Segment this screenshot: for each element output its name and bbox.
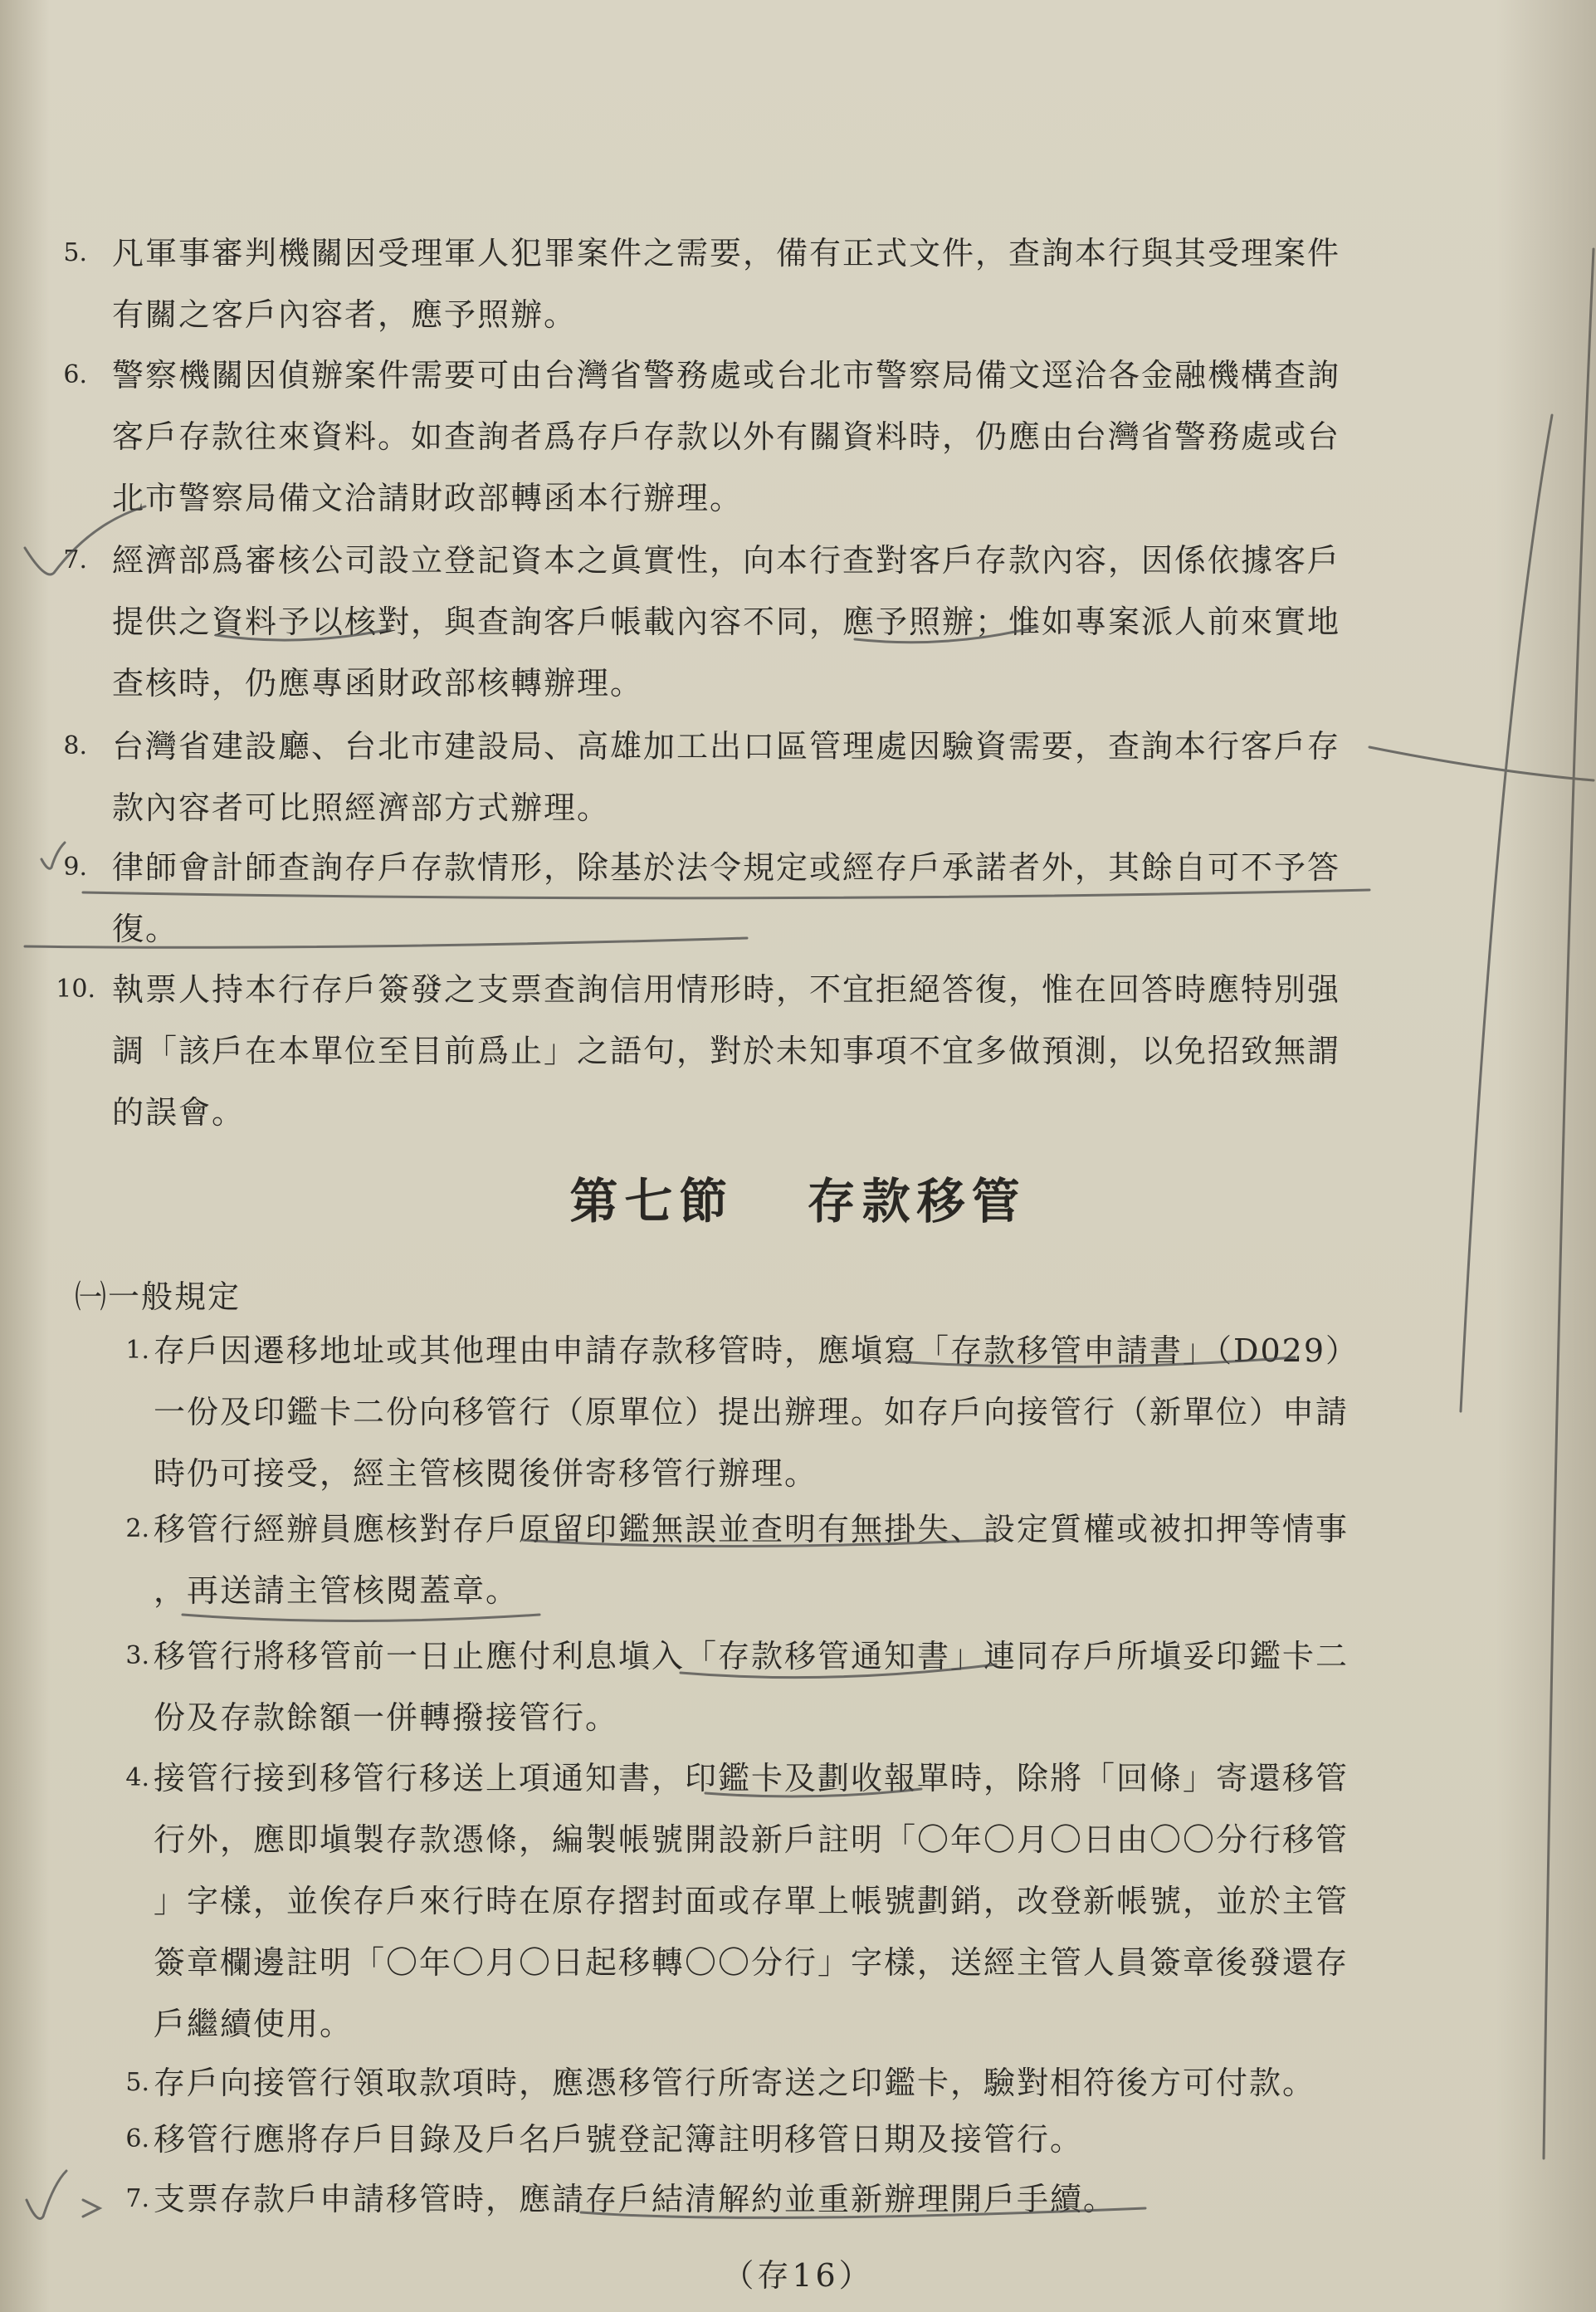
item-line: 提供之資料予以核對，與查詢客戶帳載內容不同，應予照辦；惟如專案派人前來實地 <box>112 604 1341 640</box>
item-line: 執票人持本行存戶簽發之支票查詢信用情形時，不宜拒絕答復，惟在回答時應特別强 <box>112 971 1341 1008</box>
item-number: 3. <box>125 1641 149 1670</box>
section-title: 存款移管 <box>807 1173 1027 1229</box>
item-line: 經濟部爲審核公司設立登記資本之眞實性，向本行查對客戶存款內容，因係依據客戶 <box>112 542 1341 579</box>
item-line: 時仍可接受，經主管核閱後併寄移管行辦理。 <box>154 1455 818 1492</box>
item-line: 支票存款戶申請移管時，應請存戶結清解約並重新辦理開戶手續。 <box>154 2181 1117 2217</box>
item-number: 10. <box>56 975 95 1004</box>
arrow-icon <box>83 2200 100 2217</box>
item-line: 存戶因遷移地址或其他理由申請存款移管時，應塡寫「存款移管申請書」（D029） <box>154 1332 1359 1369</box>
item-line: 簽章欄邊註明「〇年〇月〇日起移轉〇〇分行」字樣，送經主管人員簽章後發還存 <box>154 1944 1350 1981</box>
item-number: 5. <box>63 238 87 267</box>
item-line: 客戶存款往來資料。如查詢者爲存戶存款以外有關資料時，仍應由台灣省警務處或台 <box>112 418 1341 455</box>
item-number: 8. <box>63 731 87 760</box>
item-line: 存戶向接管行領取款項時，應憑移管行所寄送之印鑑卡，驗對相符後方可付款。 <box>154 2065 1316 2101</box>
margin-line <box>1461 415 1552 1411</box>
item-line: 移管行應將存戶目錄及戶名戶號登記簿註明移管日期及接管行。 <box>154 2121 1084 2158</box>
item-line: 復。 <box>112 911 179 947</box>
item-number: 5. <box>125 2068 149 2097</box>
item-line: 份及存款餘額一併轉撥接管行。 <box>154 1699 619 1736</box>
item-line: 調「該戶在本單位至目前爲止」之語句，對於未知事項不宜多做預測，以免招致無謂 <box>112 1033 1341 1069</box>
section-number: 第七節 <box>569 1173 735 1229</box>
item-line: 北市警察局備文洽請財政部轉函本行辦理。 <box>112 480 744 516</box>
item-number: 6. <box>63 360 87 389</box>
item-number: 1. <box>125 1336 149 1365</box>
item-number: 7. <box>63 545 87 574</box>
item-number: 6. <box>125 2124 149 2153</box>
item-number: 9. <box>63 853 87 882</box>
item-line: 行外，應即塡製存款憑條，編製帳號開設新戶註明「〇年〇月〇日由〇〇分行移管 <box>154 1821 1350 1858</box>
item-line: ，再送請主管核閱蓋章。 <box>154 1572 520 1609</box>
item-line: 戶繼續使用。 <box>154 2006 354 2042</box>
item-line: 警察機關因偵辦案件需要可由台灣省警務處或台北市警察局備文逕洽各金融機構查詢 <box>112 357 1341 393</box>
subsection-label: ㈠一般規定 <box>75 1278 242 1315</box>
item-line: 接管行接到移管行移送上項通知書，印鑑卡及劃收報單時，除將「回條」寄還移管 <box>154 1760 1350 1796</box>
item-line: 移管行將移管前一日止應付利息塡入「存款移管通知書」連同存戶所塡妥印鑑卡二 <box>154 1638 1350 1674</box>
page-number: （存16） <box>722 2257 874 2294</box>
item-number: 7. <box>125 2184 149 2213</box>
margin-line <box>1369 747 1594 780</box>
item-line: 台灣省建設廳、台北市建設局、高雄加工出口區管理處因驗資需要，查詢本行客戶存 <box>112 728 1341 765</box>
item-line: 的誤會。 <box>112 1094 246 1131</box>
item-number: 4. <box>125 1763 149 1792</box>
section-heading <box>0 1162 1596 1232</box>
checkmark-icon <box>27 2171 66 2219</box>
item-line: 凡軍事審判機關因受理軍人犯罪案件之需要，備有正式文件，查詢本行與其受理案件 <box>112 235 1341 271</box>
item-line: 移管行經辦員應核對存戶原留印鑑無誤並查明有無掛失、設定質權或被扣押等情事 <box>154 1511 1350 1547</box>
item-line: 有關之客戶內容者，應予照辦。 <box>112 296 578 333</box>
item-line: 查核時，仍應專函財政部核轉辦理。 <box>112 665 644 701</box>
item-line: 款內容者可比照經濟部方式辦理。 <box>112 789 611 826</box>
item-line: 」字樣，並俟存戶來行時在原存摺封面或存單上帳號劃銷，改登新帳號，並於主管 <box>154 1883 1350 1919</box>
margin-line <box>1544 249 1594 2158</box>
item-line: 律師會計師查詢存戶存款情形，除基於法令規定或經存戶承諾者外，其餘自可不予答 <box>112 849 1341 886</box>
item-number: 2. <box>125 1514 149 1543</box>
item-line: 一份及印鑑卡二份向移管行（原單位）提出辦理。如存戶向接管行（新單位）申請 <box>154 1394 1350 1430</box>
